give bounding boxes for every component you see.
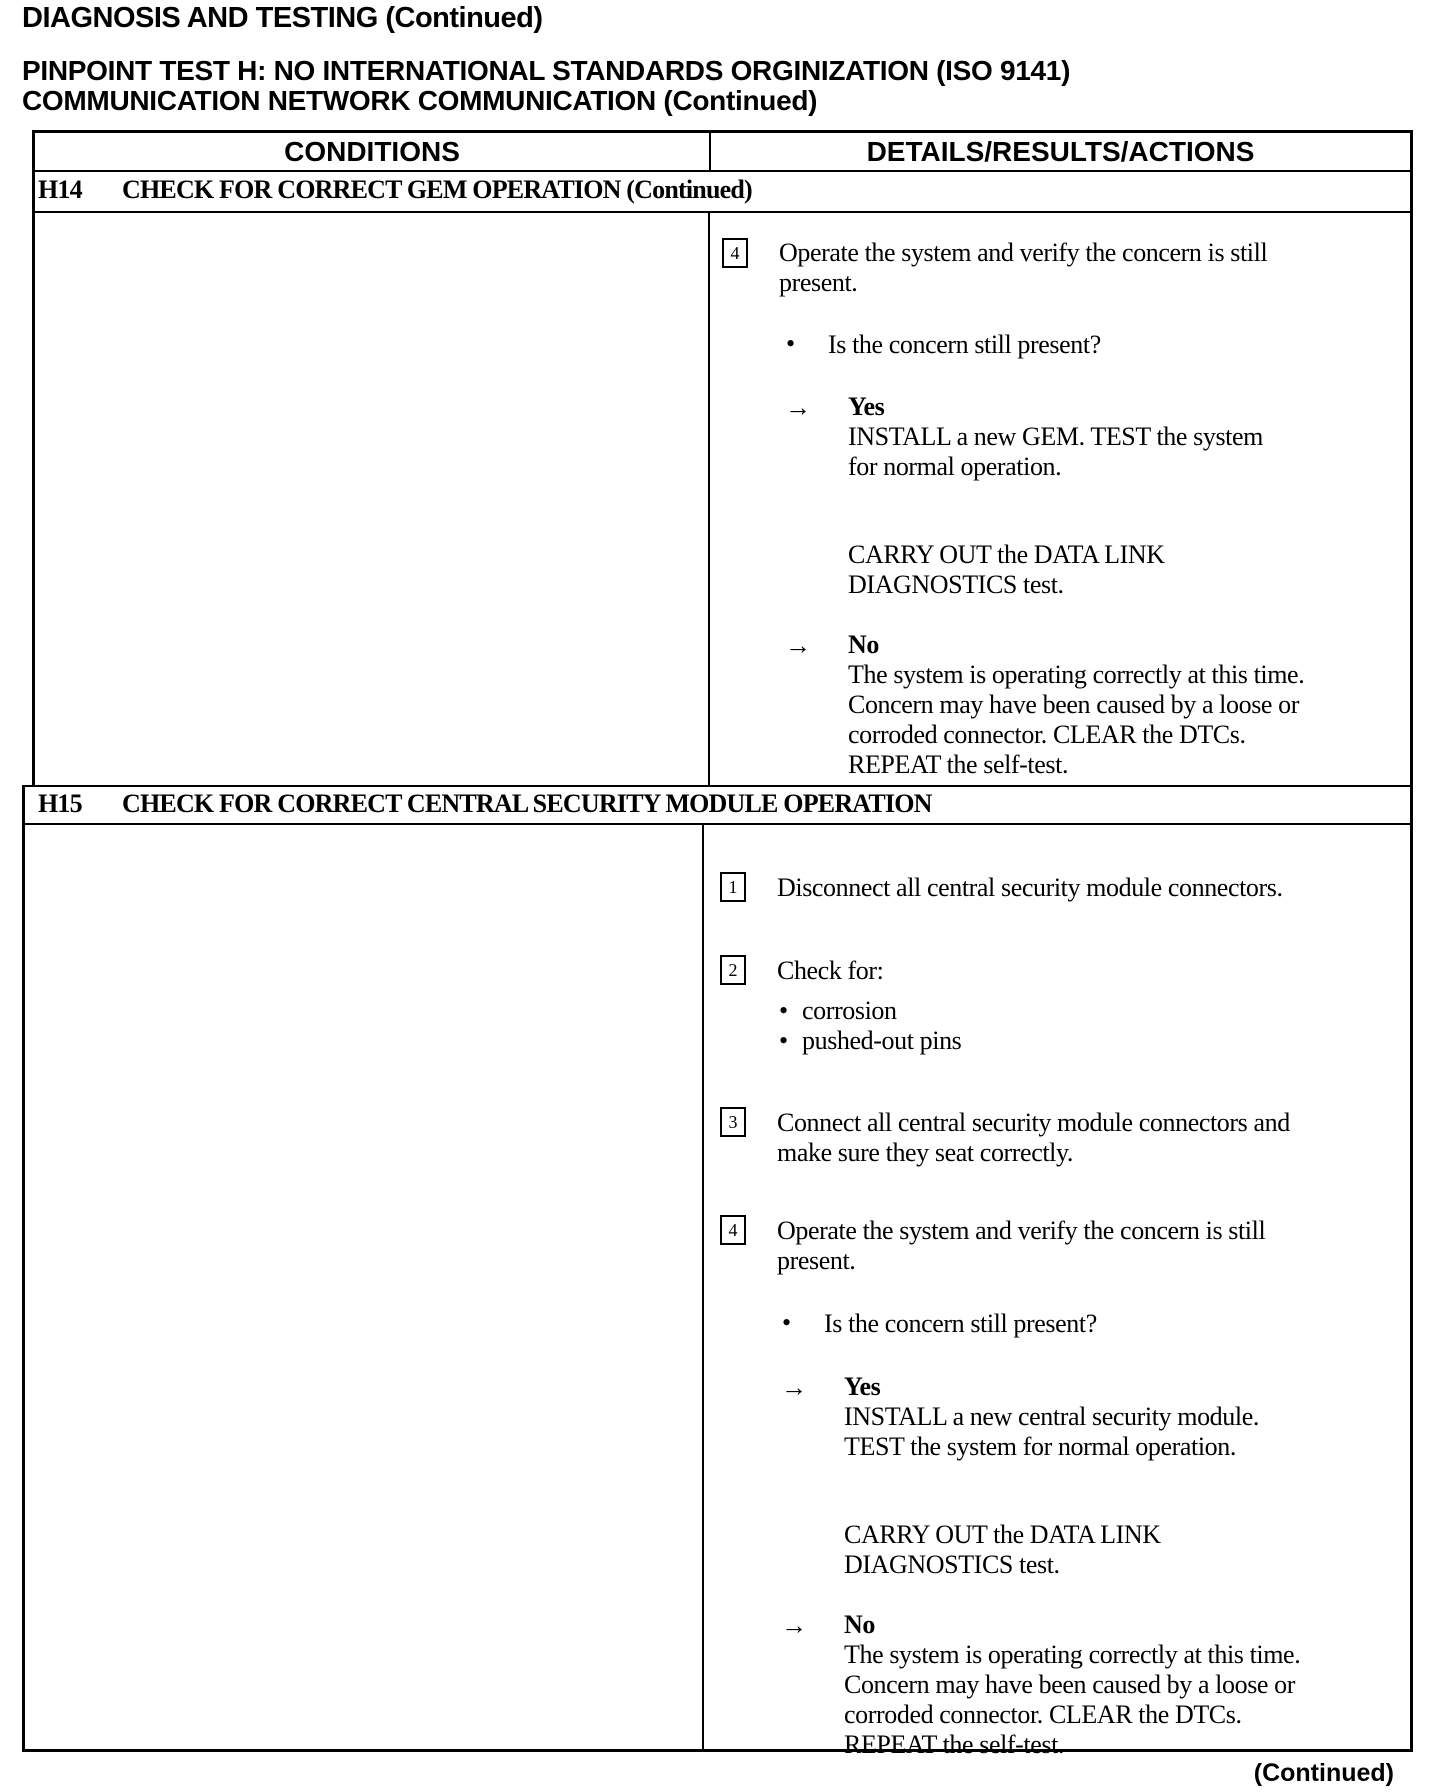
h14-step-title: CHECK FOR CORRECT GEM OPERATION (Continued) [122,175,752,204]
h15-step2-text: Check for: [777,956,884,985]
h15-no-line-4: REPEAT the self-test. [844,1730,1065,1759]
h15-check-bullet-1: • [779,996,788,1025]
h15-question: Is the concern still present? [824,1309,1097,1338]
h14-carry-out-line-2: DIAGNOSTICS test. [848,570,1064,599]
h15-step4-number: 4 [720,1215,746,1245]
h14-no-arrow-icon: → [785,631,811,660]
h14-step4-number: 4 [722,238,748,268]
h15-step3-line-1: Connect all central security module connectors and [777,1108,1290,1137]
h15-yes-arrow-icon: → [781,1373,807,1402]
h15-yes-label: Yes [844,1372,881,1401]
h14-no-line-4: REPEAT the self-test. [848,750,1069,779]
column-divider-h15 [702,823,704,1751]
h15-yes-line-2: TEST the system for normal operation. [844,1432,1236,1461]
h15-step-title: CHECK FOR CORRECT CENTRAL SECURITY MODULE OPERATION [122,789,932,818]
h15-check-item-1: corrosion [802,996,897,1025]
h15-no-arrow-icon: → [781,1611,807,1640]
test-title-line-2: COMMUNICATION NETWORK COMMUNICATION (Continued) [22,85,818,116]
h14-question-bullet: • [786,329,796,358]
h15-step4-line-1: Operate the system and verify the concern is still [777,1216,1266,1245]
h14-no-label: No [848,630,879,659]
h14-carry-out-line-1: CARRY OUT the DATA LINK [848,540,1165,569]
h14-no-line-2: Concern may have been caused by a loose or [848,690,1300,719]
h14-question: Is the concern still present? [828,330,1101,359]
h15-no-line-2: Concern may have been caused by a loose or [844,1670,1296,1699]
header-row-divider [32,170,1413,172]
h15-step3-number: 3 [720,1107,746,1137]
h14-step-heading [38,175,752,205]
test-title-line-1: PINPOINT TEST H: NO INTERNATIONAL STANDARDS ORGINIZATION (ISO 9141) [22,55,1071,86]
table-left-border-upper [32,130,35,787]
h15-title-divider [22,823,1413,825]
h14-yes-line-1: INSTALL a new GEM. TEST the system [848,422,1263,451]
column-header-details: DETAILS/RESULTS/ACTIONS [866,136,1255,167]
h15-step3-line-2: make sure they seat correctly. [777,1138,1074,1167]
page-title: DIAGNOSIS AND TESTING (Continued) [22,2,543,34]
h15-step1-text: Disconnect all central security module connectors. [777,873,1283,902]
column-header-conditions: CONDITIONS [284,136,460,167]
h15-check-bullet-2: • [779,1026,788,1055]
pinpoint-test-title [22,56,1070,116]
h14-no-line-3: corroded connector. CLEAR the DTCs. [848,720,1246,749]
table-left-border-lower [22,785,25,1752]
h15-no-line-1: The system is operating correctly at this time. [844,1640,1301,1669]
h15-step1-number: 1 [720,872,746,902]
h14-yes-label: Yes [848,392,885,421]
h15-check-item-2: pushed-out pins [802,1026,962,1055]
h14-step4-line-2: present. [779,268,858,297]
h14-yes-arrow-icon: → [785,393,811,422]
table-bottom-border [22,1749,1410,1752]
h15-yes-line-1: INSTALL a new central security module. [844,1402,1259,1431]
table-top-border [32,130,1413,133]
h14-title-divider [32,211,1413,213]
h14-step-code: H14 [38,175,82,204]
h14-yes-line-2: for normal operation. [848,452,1062,481]
h15-step-heading [38,789,932,819]
column-divider-h14 [708,211,710,786]
h14-step4-line-1: Operate the system and verify the concern is still [779,238,1268,267]
h15-no-line-3: corroded connector. CLEAR the DTCs. [844,1700,1242,1729]
h15-title-top-divider [22,785,1413,787]
h15-no-label: No [844,1610,875,1639]
h15-step-code: H15 [38,789,82,818]
h15-carry-out-line-2: DIAGNOSTICS test. [844,1550,1060,1579]
h15-step2-number: 2 [720,955,746,985]
h15-question-bullet: • [782,1308,792,1337]
table-right-border [1410,130,1413,1752]
h14-no-line-1: The system is operating correctly at this time. [848,660,1305,689]
h15-carry-out-line-1: CARRY OUT the DATA LINK [844,1520,1161,1549]
h15-step4-line-2: present. [777,1246,856,1275]
continued-footer: (Continued) [1253,1759,1394,1787]
